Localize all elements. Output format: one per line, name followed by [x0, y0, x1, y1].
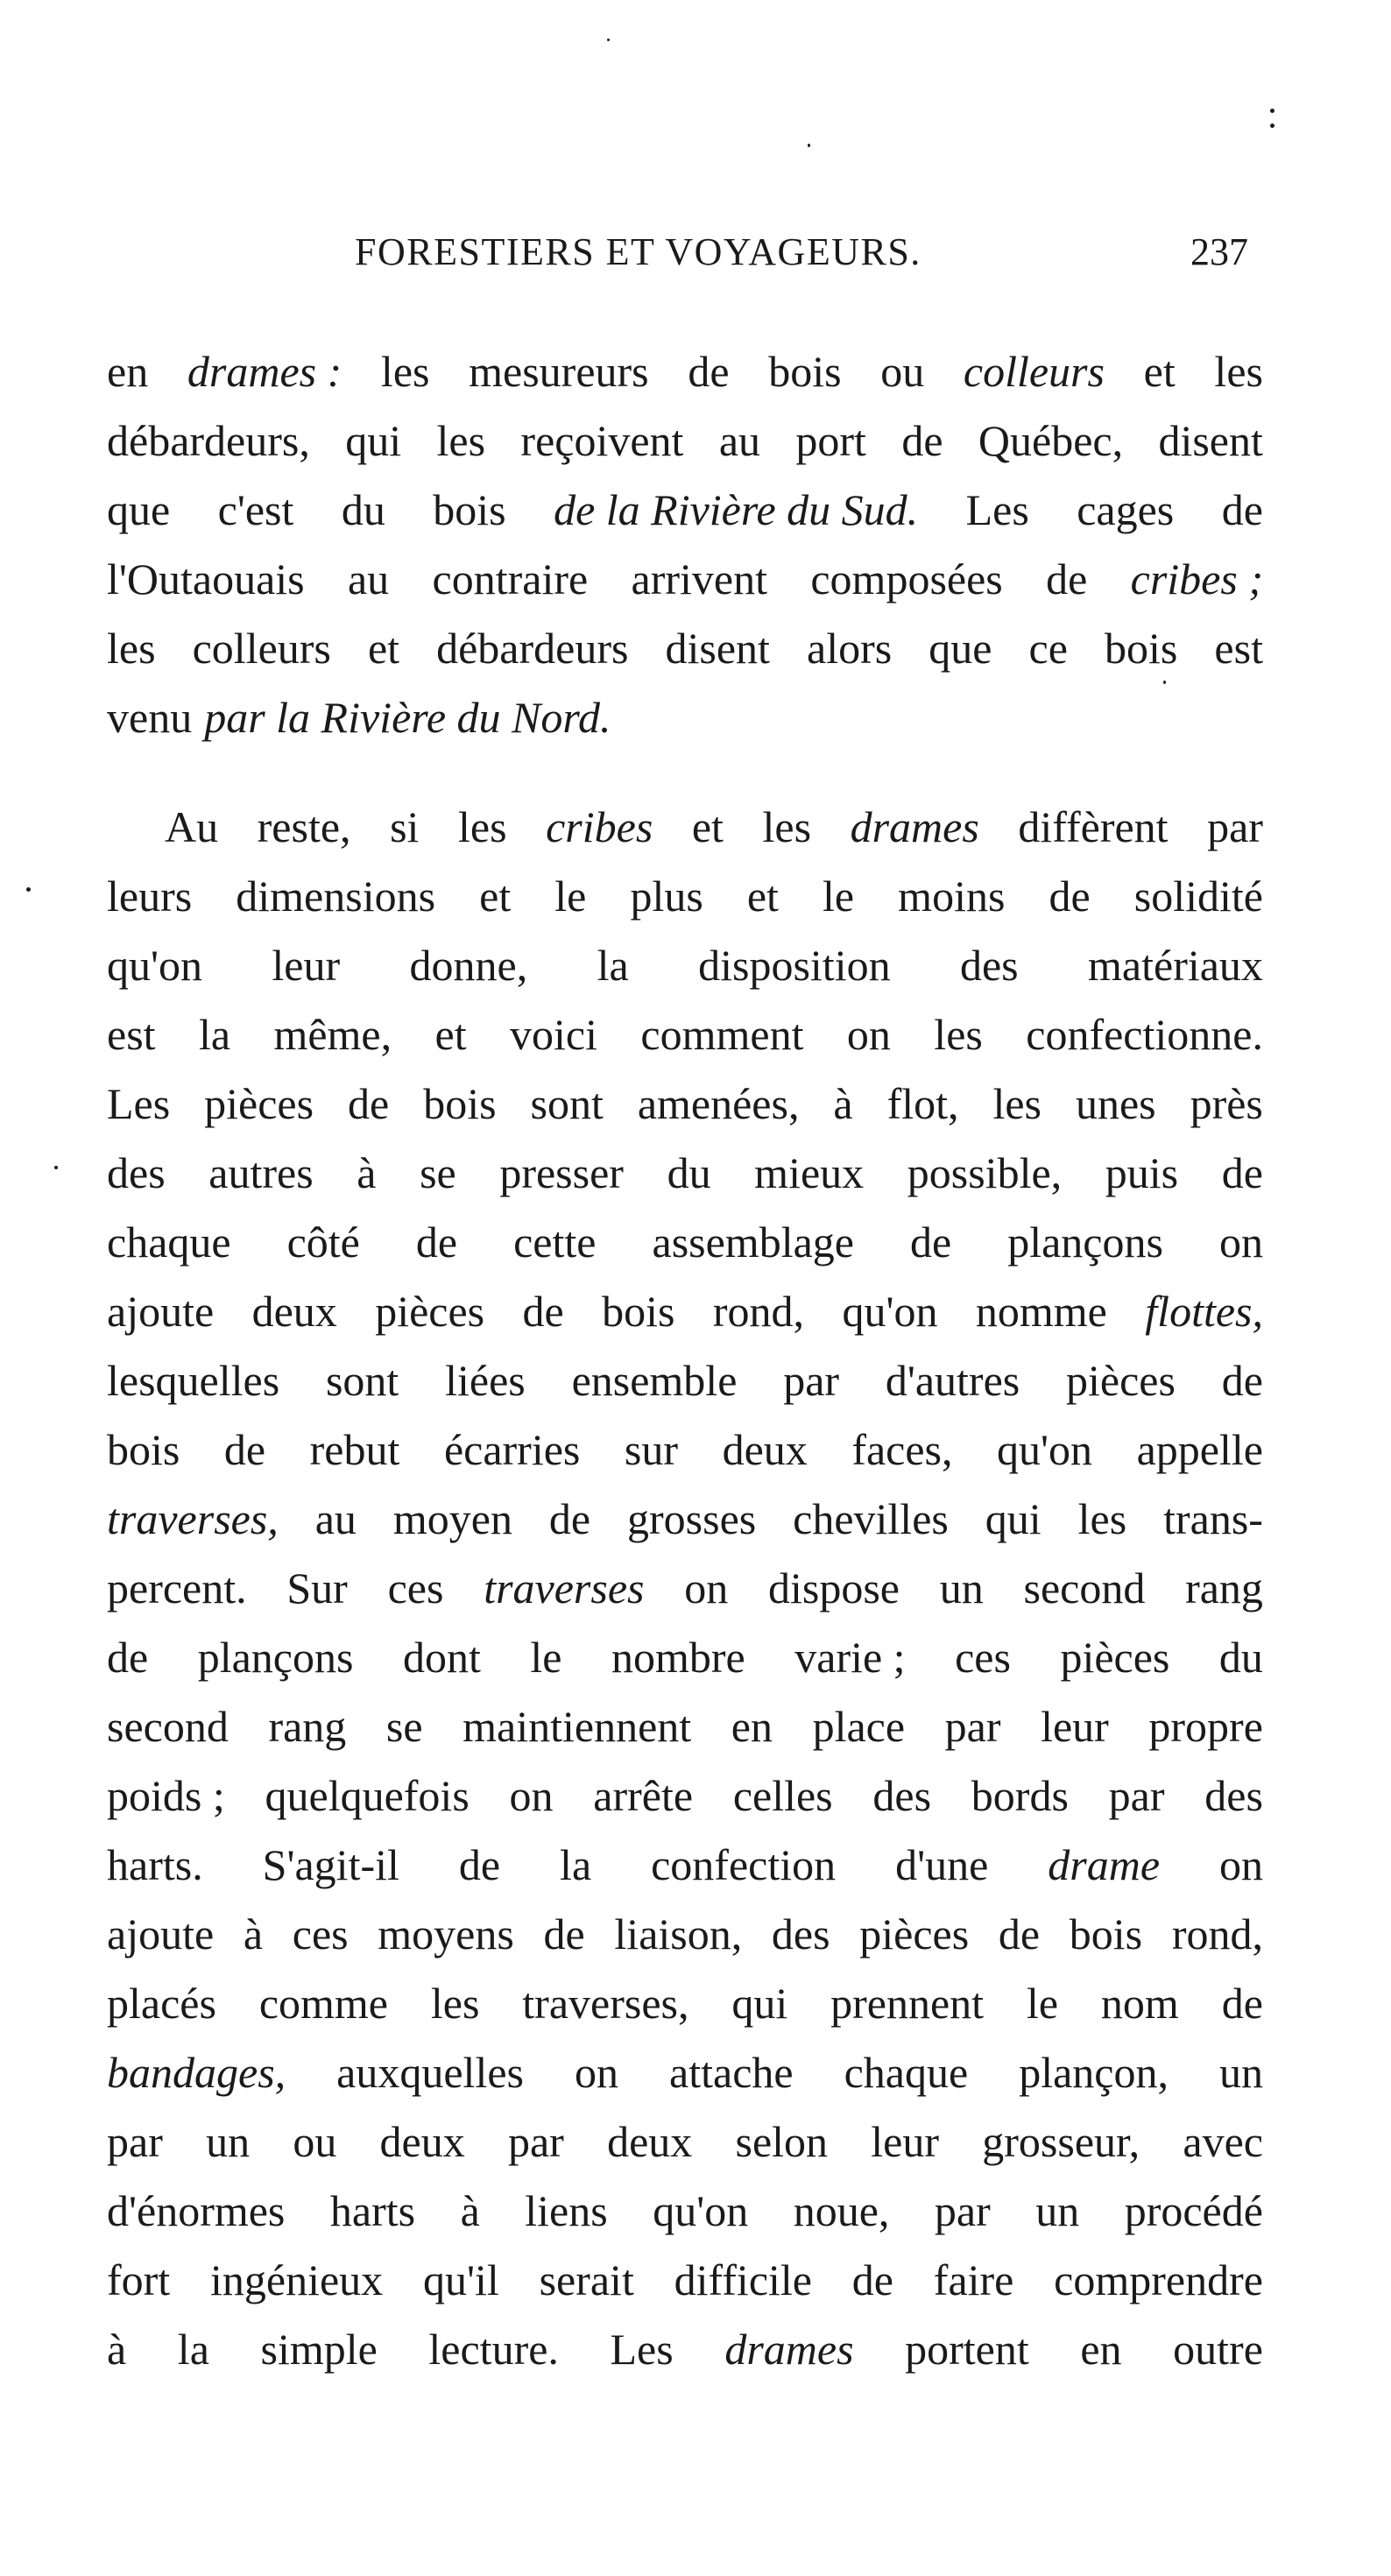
- word: auxquelles: [336, 2048, 524, 2097]
- word: bois: [1105, 624, 1178, 673]
- word: bois: [107, 1425, 180, 1474]
- page-header: [355, 229, 1261, 282]
- word: les: [380, 347, 430, 396]
- word: débardeurs,: [107, 416, 310, 465]
- text-line: [107, 1900, 1263, 1969]
- word: traverses,: [107, 1494, 279, 1543]
- word: dont: [402, 1633, 481, 1682]
- word: cribes ;: [1130, 554, 1263, 603]
- word: moyen: [392, 1494, 512, 1543]
- word: côté: [286, 1217, 360, 1267]
- word: les: [934, 1010, 983, 1059]
- word: voici: [510, 1010, 598, 1059]
- word: de: [1221, 1356, 1263, 1405]
- text-line: [107, 2107, 1263, 2177]
- word: écarries: [443, 1425, 581, 1474]
- text-line: [107, 2315, 1263, 2384]
- word: chaque: [107, 1217, 231, 1267]
- word: mesureurs: [469, 347, 649, 396]
- word: Au: [165, 802, 219, 851]
- word: les: [458, 802, 507, 851]
- word: liens: [525, 2186, 608, 2235]
- word: pièces: [1060, 1633, 1170, 1682]
- print-mark-margin-1: [26, 887, 31, 892]
- text-line: [107, 683, 1263, 752]
- paragraph: [107, 793, 1263, 2384]
- word: des: [107, 1148, 166, 1197]
- word: on: [846, 1010, 891, 1059]
- text-line: [107, 1485, 1263, 1554]
- word: est: [107, 1010, 156, 1059]
- word: mieux: [754, 1148, 865, 1197]
- word: à: [357, 1148, 377, 1197]
- word: cages: [1077, 485, 1175, 534]
- word: de: [1049, 872, 1091, 921]
- word: de: [223, 1425, 266, 1474]
- word: chevilles: [793, 1494, 949, 1543]
- word: on: [1218, 1217, 1263, 1267]
- word: les: [762, 802, 812, 851]
- word: portent: [905, 2325, 1029, 2374]
- word: de: [107, 1633, 149, 1682]
- word: faire: [933, 2255, 1014, 2304]
- word: de: [1221, 1979, 1263, 2028]
- word: drame: [1048, 1840, 1161, 1889]
- word: diffèrent: [1018, 802, 1169, 851]
- word: bandages,: [107, 2048, 286, 2097]
- word: même,: [273, 1010, 392, 1059]
- word: pièces: [1066, 1356, 1176, 1405]
- word: d'énormes: [107, 2186, 286, 2235]
- word: débardeurs: [436, 624, 629, 673]
- word: de: [415, 1217, 458, 1267]
- word: poids ;: [107, 1771, 225, 1820]
- word: on: [684, 1563, 729, 1613]
- word: assemblage: [652, 1217, 854, 1267]
- word: grosses: [627, 1494, 757, 1543]
- word: en: [107, 347, 149, 396]
- word: deux: [722, 1425, 808, 1474]
- word: bois: [602, 1287, 675, 1336]
- word: attache: [669, 2048, 794, 2097]
- word: le: [1026, 1979, 1059, 2028]
- word: deux: [607, 2117, 693, 2166]
- word: de: [1221, 485, 1263, 534]
- word: flottes,: [1145, 1287, 1263, 1336]
- text-line: [107, 2246, 1263, 2315]
- text-line: [107, 1692, 1263, 1761]
- word: de: [998, 1909, 1041, 1958]
- word: les: [436, 416, 486, 465]
- word: placés: [107, 1979, 216, 2028]
- word: composées: [810, 554, 1003, 603]
- word: et: [367, 624, 400, 673]
- word: comprendre: [1054, 2255, 1263, 2304]
- word: un: [1035, 2186, 1080, 2235]
- word: second: [1023, 1563, 1146, 1613]
- word: cette: [513, 1217, 597, 1267]
- text-line: [107, 2038, 1263, 2107]
- word: procédé: [1124, 2186, 1263, 2235]
- word: les: [107, 624, 156, 673]
- print-mark-margin-2: [54, 1166, 58, 1169]
- word: moyens: [378, 1909, 514, 1958]
- word: alors: [807, 624, 893, 673]
- word: sont: [530, 1079, 604, 1128]
- word: celles: [732, 1771, 833, 1820]
- word: rond,: [712, 1287, 805, 1336]
- word: à: [833, 1079, 853, 1128]
- word: on: [509, 1771, 554, 1820]
- text-line: [107, 406, 1263, 476]
- word: simple: [260, 2325, 378, 2374]
- word: ou: [293, 2117, 337, 2166]
- word: grosseur,: [982, 2117, 1140, 2166]
- word: la: [560, 1840, 592, 1889]
- word: bois: [768, 347, 842, 396]
- word: arrivent: [631, 554, 768, 603]
- word: c'est: [217, 485, 294, 534]
- word: ces: [387, 1563, 444, 1613]
- word: par: [1108, 1771, 1165, 1820]
- word: par: [507, 2117, 564, 2166]
- word: pièces: [859, 1909, 970, 1958]
- word: est: [1214, 624, 1263, 673]
- word: venu: [107, 693, 193, 742]
- word: trans-: [1163, 1494, 1263, 1543]
- word: drames :: [187, 347, 342, 396]
- word: du: [1218, 1633, 1263, 1682]
- paragraph: [107, 337, 1263, 752]
- word: avec: [1183, 2117, 1263, 2166]
- word: du: [667, 1148, 711, 1197]
- text-line: [107, 1069, 1263, 1139]
- word: ajoute: [107, 1909, 215, 1958]
- word: second: [107, 1702, 229, 1751]
- word: rebut: [309, 1425, 400, 1474]
- word: propre: [1148, 1702, 1263, 1751]
- word: se: [420, 1148, 456, 1197]
- word: les: [430, 1979, 480, 2028]
- text-line: [107, 1969, 1263, 2038]
- word: en: [1080, 2325, 1122, 2374]
- word: presser: [499, 1148, 624, 1197]
- word: bords: [971, 1771, 1069, 1820]
- word: l'Outaouais: [107, 554, 305, 603]
- text-line: [107, 1831, 1263, 1900]
- word: appelle: [1136, 1425, 1263, 1474]
- word: qui: [731, 1979, 788, 2028]
- word: amenées,: [637, 1079, 800, 1128]
- word: disent: [1158, 416, 1263, 465]
- word: leurs: [107, 872, 193, 921]
- word: les: [1214, 347, 1263, 396]
- word: de: [548, 1494, 591, 1543]
- word: cribes: [546, 802, 653, 851]
- word: de: [901, 416, 943, 465]
- print-mark-colon-top: [1270, 109, 1274, 113]
- word: solidité: [1133, 872, 1263, 921]
- word: de: [522, 1287, 564, 1336]
- word: bois: [423, 1079, 497, 1128]
- word: au: [718, 416, 761, 465]
- running-title: FORESTIERS ET VOYAGEURS.: [355, 230, 921, 273]
- word: par: [944, 1702, 1001, 1751]
- word: liées: [445, 1356, 526, 1405]
- word: de: [458, 1840, 501, 1889]
- word: Sur: [286, 1563, 348, 1613]
- word: plus: [630, 872, 703, 921]
- word: disent: [665, 624, 770, 673]
- word: à: [460, 2186, 480, 2235]
- word: disposition: [698, 941, 891, 990]
- word: du: [341, 485, 385, 534]
- body-text: [107, 337, 1263, 2384]
- word: flot,: [886, 1079, 959, 1128]
- word: un: [206, 2117, 251, 2166]
- word: plançons: [197, 1633, 354, 1682]
- word: de: [851, 2255, 893, 2304]
- text-line: [107, 476, 1263, 545]
- word: ces: [292, 1909, 349, 1958]
- word: qui: [345, 416, 402, 465]
- word: chaque: [844, 2048, 969, 2097]
- word: de: [1221, 1148, 1263, 1197]
- word: drames: [724, 2325, 854, 2374]
- word: difficile: [674, 2255, 812, 2304]
- word: colleurs: [963, 347, 1105, 396]
- word: deux: [379, 2117, 465, 2166]
- word: en: [731, 1702, 773, 1751]
- word: matériaux: [1088, 941, 1263, 990]
- word: à: [107, 2325, 127, 2374]
- word: au: [347, 554, 390, 603]
- text-line: [107, 1623, 1263, 1692]
- word: rond,: [1171, 1909, 1263, 1958]
- word: possible,: [907, 1148, 1063, 1197]
- word: nom: [1100, 1979, 1179, 2028]
- word: leur: [871, 2117, 940, 2166]
- text-line: [107, 1139, 1263, 1208]
- text-line: [107, 1415, 1263, 1485]
- word: ensemble: [571, 1356, 738, 1405]
- word: deux: [251, 1287, 337, 1336]
- word: plançons: [1007, 1217, 1163, 1267]
- word: de: [1046, 554, 1088, 603]
- word: qu'on: [653, 2186, 749, 2235]
- word: ce: [1028, 624, 1068, 673]
- word: les: [1077, 1494, 1127, 1543]
- word: lesquelles: [107, 1356, 280, 1405]
- word: place: [812, 1702, 906, 1751]
- word: la: [177, 2325, 209, 2374]
- text-line: [107, 931, 1263, 1000]
- word: la: [597, 941, 629, 990]
- word: près: [1190, 1079, 1263, 1128]
- word: et: [691, 802, 724, 851]
- word: plançon,: [1019, 2048, 1169, 2097]
- word: qu'il: [422, 2255, 499, 2304]
- word: leur: [272, 941, 341, 990]
- word: confectionne.: [1026, 1010, 1263, 1059]
- word: fort: [107, 2255, 171, 2304]
- word: que: [929, 624, 992, 673]
- word: des: [872, 1771, 932, 1820]
- word: pièces: [375, 1287, 485, 1336]
- word: de: [543, 1909, 585, 1958]
- print-mark-small: [808, 144, 810, 147]
- word: port: [795, 416, 866, 465]
- word: confection: [651, 1840, 837, 1889]
- text-line: [107, 1761, 1263, 1831]
- word: qui: [985, 1494, 1041, 1543]
- word: et: [1143, 347, 1176, 396]
- word: comment: [640, 1010, 804, 1059]
- word: reçoivent: [520, 416, 684, 465]
- text-line: [107, 1277, 1263, 1346]
- word: comme: [258, 1979, 388, 2028]
- word: bois: [433, 485, 506, 534]
- word: outre: [1173, 2325, 1263, 2374]
- word: percent.: [107, 1563, 247, 1613]
- word: colleurs: [192, 624, 331, 673]
- word: par la Rivière du Nord.: [204, 693, 611, 742]
- word: on: [1219, 1840, 1263, 1889]
- word: le: [823, 872, 855, 921]
- word: de: [348, 1079, 390, 1128]
- word: selon: [735, 2117, 829, 2166]
- word: se: [385, 1702, 423, 1751]
- word: Québec,: [978, 416, 1124, 465]
- word: nomme: [975, 1287, 1107, 1336]
- word: rang: [268, 1702, 347, 1751]
- word: au: [314, 1494, 357, 1543]
- word: si: [390, 802, 420, 851]
- word: Les: [965, 485, 1029, 534]
- word: drames: [850, 802, 979, 851]
- text-line: [107, 2177, 1263, 2246]
- word: rang: [1185, 1563, 1263, 1613]
- word: qu'on: [107, 941, 203, 990]
- word: liaison,: [614, 1909, 743, 1958]
- word: donne,: [409, 941, 528, 990]
- print-mark-top: [607, 39, 610, 41]
- word: des: [1204, 1771, 1263, 1820]
- word: leur: [1041, 1702, 1109, 1751]
- word: ces: [955, 1633, 1011, 1682]
- word: varie ;: [794, 1633, 906, 1682]
- word: de la Rivière du Sud.: [554, 485, 919, 534]
- word: dispose: [768, 1563, 900, 1613]
- word: ingénieux: [210, 2255, 384, 2304]
- word: le: [554, 872, 587, 921]
- text-line: [107, 545, 1263, 614]
- text-line: [107, 1346, 1263, 1415]
- word: par: [783, 1356, 840, 1405]
- word: Les: [610, 2325, 674, 2374]
- word: qu'on: [842, 1287, 938, 1336]
- word: par: [1207, 802, 1263, 851]
- text-line: [107, 1554, 1263, 1623]
- word: dimensions: [236, 872, 436, 921]
- word: par: [107, 2117, 163, 2166]
- text-line: [107, 793, 1263, 862]
- word: nombre: [611, 1633, 745, 1682]
- word: sur: [624, 1425, 679, 1474]
- text-line: [107, 1208, 1263, 1277]
- word: harts: [329, 2186, 416, 2235]
- word: contraire: [432, 554, 589, 603]
- word: un: [1219, 2048, 1263, 2097]
- text-line: [107, 862, 1263, 931]
- word: unes: [1075, 1079, 1156, 1128]
- word: et: [479, 872, 512, 921]
- word: traverses: [484, 1563, 645, 1613]
- word: faces,: [851, 1425, 953, 1474]
- word: et: [434, 1010, 467, 1059]
- word: sont: [325, 1356, 399, 1405]
- word: pièces: [204, 1079, 314, 1128]
- word: S'agit-il: [262, 1840, 399, 1889]
- text-line: [107, 1000, 1263, 1069]
- text-line: [107, 337, 1263, 406]
- word: et: [746, 872, 779, 921]
- word: bois: [1069, 1909, 1143, 1958]
- word: la: [198, 1010, 231, 1059]
- word: traverses,: [522, 1979, 689, 2028]
- word: prennent: [830, 1979, 985, 2028]
- word: Les: [107, 1079, 171, 1128]
- word: maintiennent: [462, 1702, 692, 1751]
- word: un: [939, 1563, 984, 1613]
- word: lecture.: [428, 2325, 559, 2374]
- word: qu'on: [997, 1425, 1093, 1474]
- word: quelquefois: [265, 1771, 470, 1820]
- word: reste,: [257, 802, 351, 851]
- word: on: [575, 2048, 619, 2097]
- word: ou: [880, 347, 925, 396]
- word: à: [243, 1909, 264, 1958]
- word: puis: [1105, 1148, 1179, 1197]
- word: noue,: [793, 2186, 890, 2235]
- word: le: [530, 1633, 562, 1682]
- page-number: 237: [1190, 230, 1248, 273]
- word: des: [959, 941, 1019, 990]
- word: d'autres: [885, 1356, 1020, 1405]
- word: arrête: [593, 1771, 694, 1820]
- word: par: [934, 2186, 991, 2235]
- word: harts.: [107, 1840, 203, 1889]
- word: moins: [898, 872, 1006, 921]
- text-line: [107, 614, 1263, 683]
- word: serait: [539, 2255, 634, 2304]
- word: des: [771, 1909, 830, 1958]
- word: de: [688, 347, 730, 396]
- word: autres: [208, 1148, 314, 1197]
- word: les: [992, 1079, 1041, 1128]
- word: d'une: [895, 1840, 989, 1889]
- print-mark-colon-bottom: [1270, 124, 1274, 128]
- word: que: [107, 485, 171, 534]
- word: ajoute: [107, 1287, 215, 1336]
- word: de: [909, 1217, 952, 1267]
